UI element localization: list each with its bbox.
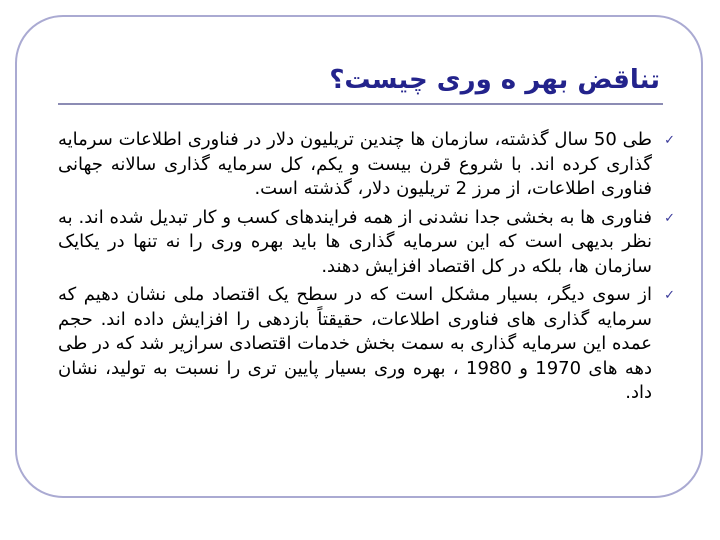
bullet-text: فناوری ها به بخشی جدا نشدنی از همه فرایندهای کسب و کار تبدیل شده اند. به نظر بدیهی است که این سرمایه گذاری ها باید بهره وری را نه تنها در یکایک سازمان ها، بلکه در کل اقتصاد افزایش دهند. (58, 206, 652, 277)
checkmark-icon: ✓ (664, 210, 675, 226)
checkmark-icon: ✓ (664, 133, 675, 148)
checkmark-icon: ✓ (664, 288, 675, 303)
title-divider (58, 103, 663, 105)
slide-title: تناقض بهر ه وری چیست؟ (329, 65, 660, 95)
bullet-item (58, 283, 680, 406)
bullet-list (58, 128, 680, 410)
bullet-text: طی 50 سال گذشته، سازمان ها چندین تریلیون دلار در فناوری اطلاعات سرمایه گذاری کرده اند. با شروع قرن بیست و یکم، کل سرمایه گذاری سالانه جهانی فناوری اطلاعات، از مرز 2 تریلیون دلار، گذشته است. (58, 129, 652, 199)
bullet-item (58, 128, 680, 202)
bullet-item (58, 206, 680, 280)
bullet-text: از سوی دیگر، بسیار مشکل است که در سطح یک اقتصاد ملی نشان دهیم که سرمایه گذاری های فناوری اطلاعات، حقیقتاً بازدهی را افزایش داده اند. حجم عمده این سرمایه گذاری به سمت بخش خدمات اقتصادی سرازیر شد که در طی دهه های 1970 و 1980 ، بهره وری بسیار پایین تری را نسبت به تولید، نشان داد. (58, 284, 653, 403)
